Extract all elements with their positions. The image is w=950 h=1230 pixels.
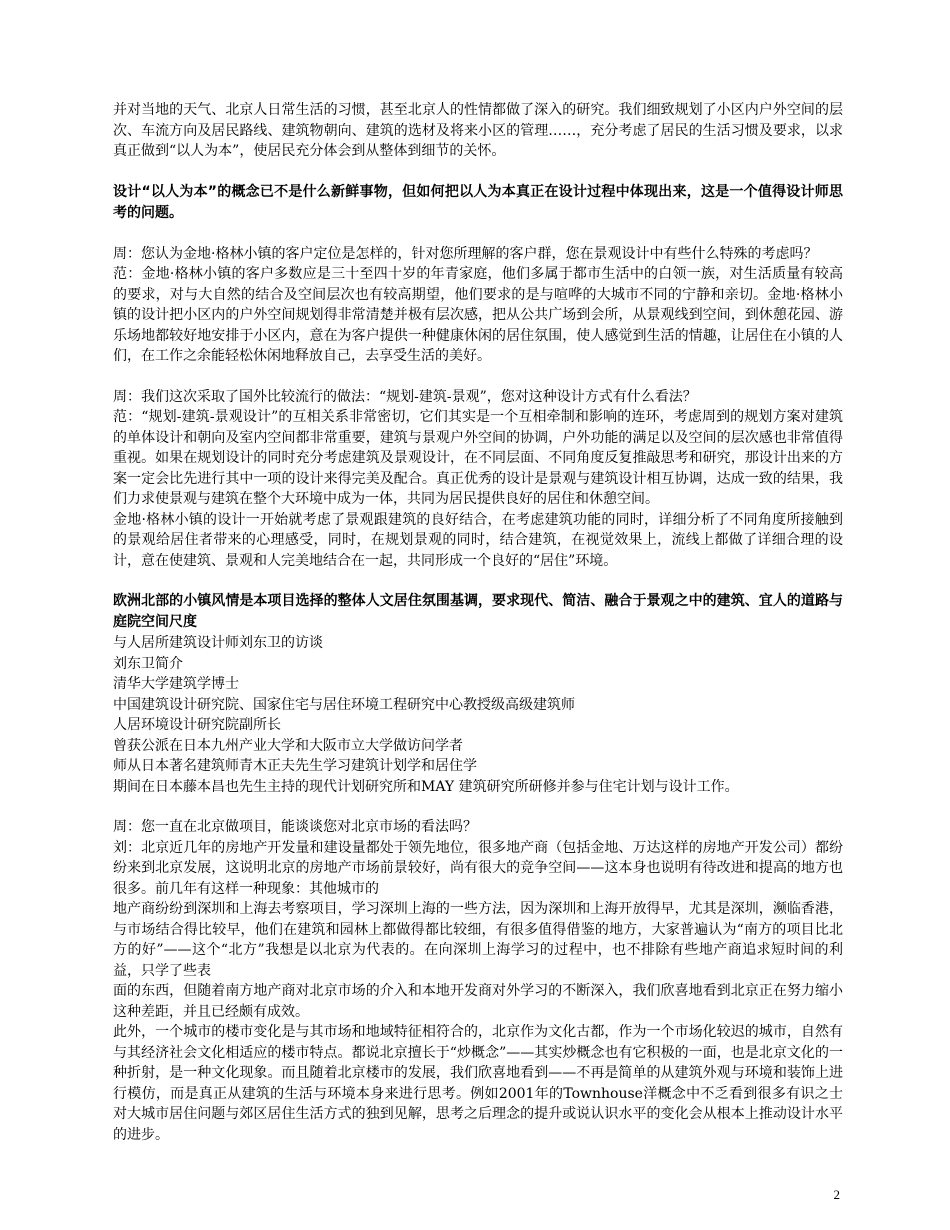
- bio-line: 师从日本著名建筑师青木正夫先生学习建筑计划学和居住学: [113, 758, 477, 774]
- bio-line: 人居环境设计研究院副所长: [113, 717, 281, 733]
- answer-2: 范：“规划-建筑-景观设计”的互相关系非常密切，它们其实是一个互相牵制和影响的连环，考虑周到的规划方案对建筑的单体设计和朝向及室内空间都非常重要，建筑与景观户外空间的协调，户外功能的满足以及空间的层次感也非常值得重视。如果在规划设计的同时充分考虑建筑及景观设计，在不同层面、不同角度反复推敲思考和研究，那设计出来的方案一定会比先进行其中一项的设计来得完美及配合。真正优秀的设计是景观与建筑设计相互协调，达成一致的结果，我们力求使景观与建筑在整个大环境中成为一体，共同为居民提供良好的居住和休憩空间。: [113, 409, 843, 507]
- bio-line: 期间在日本藤本昌也先生主持的现代计划研究所和MAY 建筑研究所研修并参与住宅计划与设计工作。: [113, 778, 739, 795]
- page-number: 2: [833, 1187, 840, 1202]
- answer-3-part-1: 刘：北京近几年的房地产开发量和建设量都处于领先地位，很多地产商（包括金地、万达这样的房地产开发公司）都纷纷来到北京发展，这说明北京的房地产市场前景较好，尚有很大的竞争空间——这本身也说明有待改进和提高的地方也很多。前几年有这样一种现象：其他城市的: [113, 839, 843, 897]
- answer-2-continued: 金地·格林小镇的设计一开始就考虑了景观跟建筑的良好结合，在考虑建筑功能的同时，详细分析了不同角度所接触到的景观给居住者带来的心理感受，同时，在规划景观的同时，结合建筑，在视觉效果上，流线上都做了详细合理的设计，意在使建筑、景观和人完美地结合在一起，共同形成一个良好的“居住”环境。: [113, 511, 843, 569]
- answer-1: 范：金地·格林小镇的客户多数应是三十至四十岁的年青家庭，他们多属于都市生活中的白领一族，对生活质量有较高的要求，对与大自然的结合及空间层次也有较高期望，他们要求的是与喧哗的大城市不同的宁静和亲切。金地·格林小镇的设计把小区内的户外空间规划得非常清楚并极有层次感，把从公共广场到会所，从景观线到空间，到休憩花园、游乐场地都较好地安排于小区内，意在为客户提供一种健康休闲的居住氛围，使人感觉到生活的情趣，让居住在小镇的人们，在工作之余能轻松休闲地释放自己，去享受生活的美好。: [113, 266, 843, 364]
- intro-paragraph: 并对当地的天气、北京人日常生活的习惯，甚至北京人的性情都做了深入的研究。我们细致规划了小区内户外空间的层次、车流方向及居民路线、建筑物朝向、建筑的选材及将来小区的管理……，充分考虑了居民的生活习惯及要求，以求真正做到“以人为本”，使居民充分体会到从整体到细节的关怀。: [113, 102, 843, 159]
- bio-block: [113, 633, 843, 797]
- section-heading-1: 设计“以人为本”的概念已不是什么新鲜事物，但如何把以人为本真正在设计过程中体现出来，这是一个值得设计师思考的问题。: [113, 183, 843, 221]
- question-2: 周：我们这次采取了国外比较流行的做法：“规划-建筑-景观”，您对这种设计方式有什么看法？: [113, 388, 697, 405]
- answer-3-part-2: 地产商纷纷到深圳和上海去考察项目，学习深圳上海的一些方法，因为深圳和上海开放得早，尤其是深圳，濒临香港，与市场结合得比较早，他们在建筑和园林上都做得都比较细，有很多值得借鉴的地方，大家普遍认为“南方的项目比北方的好”——这个“北方”我想是以北京为代表的。在向深圳上海学习的过程中，也不排除有些地产商追求短时间的利益，只学了些表: [113, 901, 843, 979]
- section-heading-2: 欧洲北部的小镇风情是本项目选择的整体人文居住氛围基调，要求现代、简洁、融合于景观之中的建筑、宜人的道路与庭院空间尺度: [113, 593, 843, 630]
- document-body: [113, 100, 843, 1145]
- bio-line: 与人居所建筑设计师刘东卫的访谈: [113, 635, 323, 651]
- question-1: 周：您认为金地·格林小镇的客户定位是怎样的，针对您所理解的客户群，您在景观设计中有些什么特殊的考虑吗？: [113, 245, 818, 262]
- question-3: 周：您一直在北京做项目，能谈谈您对北京市场的看法吗？: [113, 819, 477, 835]
- bio-line: 清华大学建筑学博士: [113, 676, 239, 692]
- bio-line: 刘东卫简介: [113, 655, 183, 672]
- bio-line: 曾获公派在日本九州产业大学和大阪市立大学做访问学者: [113, 737, 463, 754]
- bio-line: 中国建筑设计研究院、国家住宅与居住环境工程研究中心教授级高级建筑师: [113, 696, 575, 713]
- answer-3-part-3: 面的东西，但随着南方地产商对北京市场的介入和本地开发商对外学习的不断深入，我们欣喜地看到北京正在努力缩小这种差距，并且已经颇有成效。: [113, 983, 843, 1020]
- answer-3-part-4: 此外，一个城市的楼市变化是与其市场和地域特征相符合的，北京作为文化古都，作为一个市场化较迟的城市，自然有与其经济社会文化相适应的楼市特点。都说北京擅长于“炒概念”——其实炒概念也有它积极的一面，也是北京文化的一种折射，是一种文化现象。而且随着北京楼市的发展，我们欣喜地看到——不再是简单的从建筑外观与环境和装饰上进行模仿，而是真正从建筑的生活与环境本身来进行思考。例如2001年的Townhouse洋概念中不乏看到很多有识之士对大城市居住问题与郊区居住生活方式的独到见解，思考之后理念的提升或说认识水平的变化会从根本上推动设计水平的进步。: [113, 1024, 843, 1143]
